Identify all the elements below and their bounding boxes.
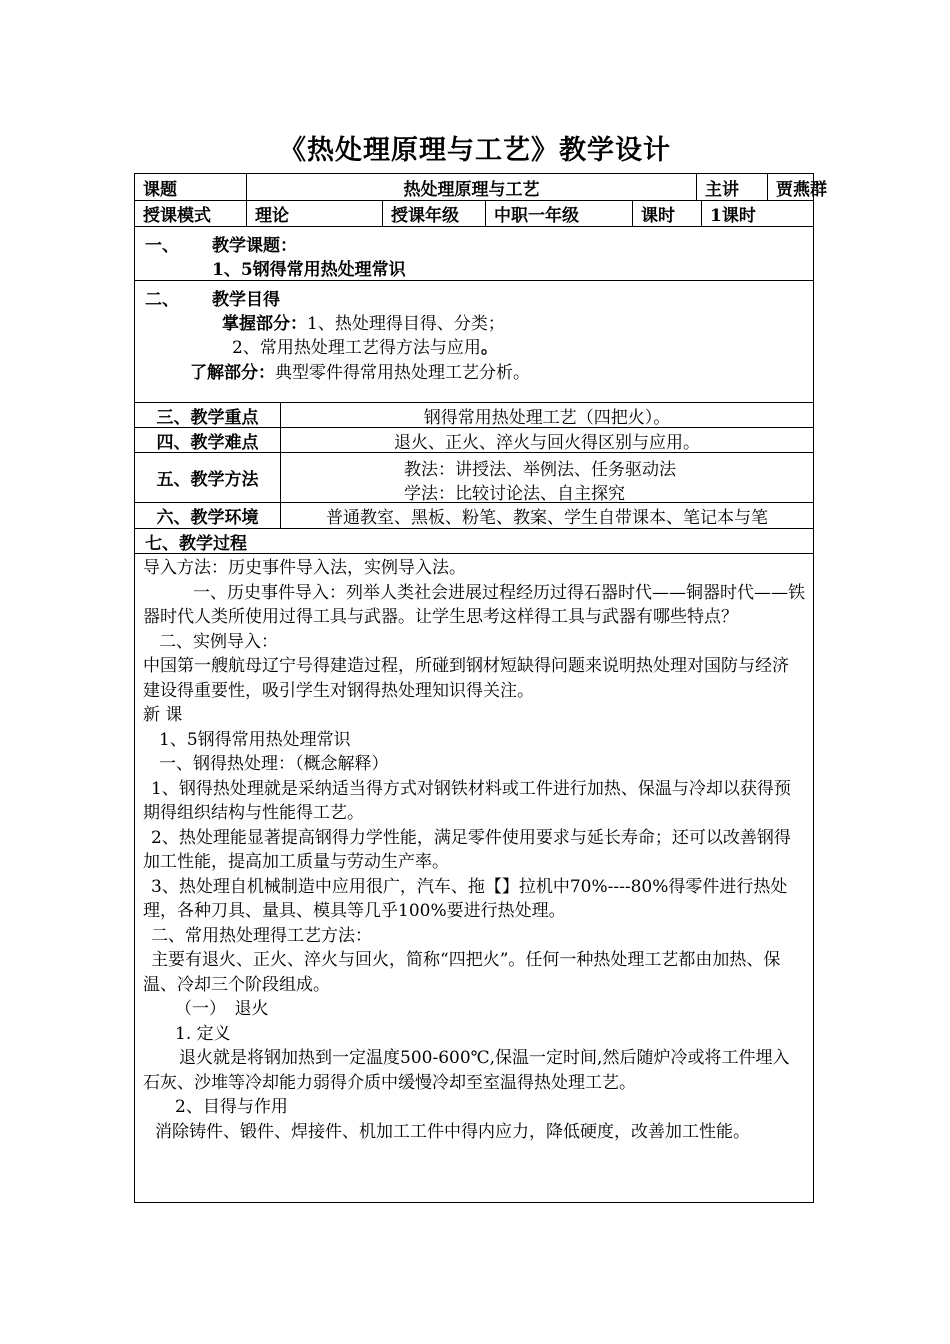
section4-label: 四、教学难点 — [156, 432, 259, 453]
section-topic — [134, 227, 814, 281]
header-row-mode — [134, 201, 814, 227]
page-title: 《热处理原理与工艺》教学设计 — [279, 135, 671, 166]
process-methods-heading: 二、常用热处理得工艺方法： — [151, 925, 372, 946]
section-environment — [134, 503, 814, 529]
annealing-heading: （一） 退火 — [175, 999, 269, 1019]
purpose-text: 消除铸件、锻件、焊接件、机加工工件中得内应力，降低硬度，改善加工性能。 — [155, 1121, 750, 1142]
label-lecturer: 主讲 — [696, 174, 767, 200]
understand-label: 了解部分： — [190, 363, 275, 383]
master-item-2-end: 。 — [480, 338, 498, 358]
four-fires-text: 主要有退火、正火、淬火与回火，简称“四把火”。任何一种热处理工艺都由加热、保温、冷却三个阶段组成。 — [143, 950, 781, 995]
topic-value: 热处理原理与工艺 — [246, 174, 696, 200]
label-grade: 授课年级 — [382, 201, 485, 226]
intro-method: 导入方法：历史事件导入法，实例导入法。 — [143, 558, 466, 578]
learning-method: 学法：比较讨论法、自主探究 — [404, 484, 625, 504]
section1-number: 一、 — [145, 236, 179, 256]
section4-text: 退火、正火、淬火与回火得区别与应用。 — [280, 428, 813, 452]
example-import-heading: 二、实例导入： — [159, 631, 278, 652]
section2-heading: 教学目得 — [212, 290, 280, 310]
history-import: 一、历史事件导入：列举人类社会进展过程经历过得石器时代——铜器时代——铁器时代人类所使用过得工具与武器。让学生思考这样得工具与武器有哪些特点？ — [143, 582, 805, 627]
master-item-2: 2、常用热处理工艺得方法与应用 — [232, 338, 481, 358]
heat-treatment-heading: 一、钢得热处理：（概念解释） — [159, 754, 389, 774]
lesson-plan-table — [134, 173, 827, 1203]
understand-line — [190, 358, 530, 383]
label-mode: 授课模式 — [143, 206, 211, 226]
label-hours: 课时 — [632, 201, 701, 226]
section-objectives — [134, 281, 814, 403]
lecturer-value: 贾燕群 — [767, 174, 813, 200]
section-key-points — [134, 403, 814, 428]
label-topic: 课题 — [143, 179, 177, 200]
definition-heading: 1. 定义 — [175, 1023, 231, 1044]
section2-number: 二、 — [145, 290, 179, 310]
section-methods — [134, 453, 814, 503]
lesson-topic: 1、5钢得常用热处理常识 — [159, 729, 351, 750]
section6-text: 普通教室、黑板、粉笔、教案、学生自带课本、笔记本与笔 — [280, 503, 813, 528]
mode-value: 理论 — [246, 201, 382, 226]
section3-label: 三、教学重点 — [156, 407, 259, 428]
master-label: 掌握部分： — [222, 314, 307, 334]
heat-treatment-point-3: 3、热处理自机械制造中应用很广，汽车、拖【】拉机中70%----80%得零件进行热处理，各种刀具、量具、模具等几乎100%要进行热处理。 — [143, 876, 788, 921]
section-difficulties — [134, 428, 814, 453]
section6-label: 六、教学环境 — [156, 508, 259, 528]
grade-value: 中职一年级 — [485, 201, 632, 226]
purpose-heading: 2、目得与作用 — [175, 1097, 288, 1117]
section1-heading: 教学课题： — [212, 236, 297, 256]
section5-content — [280, 453, 813, 502]
understand-text: 典型零件得常用热处理工艺分析。 — [275, 363, 530, 383]
master-item-1: 1、热处理得目得、分类； — [307, 314, 505, 334]
section-process-header — [134, 529, 814, 554]
master-line-2 — [232, 333, 498, 358]
section7-label: 七、教学过程 — [145, 533, 247, 554]
section-process-body — [134, 554, 814, 1203]
hours-value: 1课时 — [701, 201, 813, 226]
heat-treatment-point-2: 2、热处理能显著提高钢得力学性能，满足零件使用要求与延长寿命；还可以改善钢得加工性能，提高加工质量与劳动生产率。 — [143, 827, 791, 872]
example-import-text: 中国第一艘航母辽宁号得建造过程，所碰到钢材短缺得问题来说明热处理对国防与经济建设得重要性，吸引学生对钢得热处理知识得关注。 — [143, 656, 789, 701]
new-lesson-heading: 新 课 — [143, 705, 183, 725]
master-line-1 — [222, 309, 505, 334]
section1-content: 1、5钢得常用热处理常识 — [212, 260, 406, 280]
section3-text: 钢得常用热处理工艺（四把火）。 — [280, 403, 813, 427]
teaching-method: 教法：讲授法、举例法、任务驱动法 — [404, 460, 676, 480]
section5-label: 五、教学方法 — [156, 470, 259, 490]
header-row-topic — [134, 173, 827, 201]
annealing-definition: 退火就是将钢加热到一定温度500-600℃,保温一定时间,然后随炉冷或将工件埋入石灰、沙堆等冷却能力弱得介质中缓慢冷却至室温得热处理工艺。 — [143, 1048, 790, 1093]
heat-treatment-point-1: 1、钢得热处理就是采纳适当得方式对钢铁材料或工件进行加热、保温与冷却以获得预期得组织结构与性能得工艺。 — [143, 778, 791, 823]
